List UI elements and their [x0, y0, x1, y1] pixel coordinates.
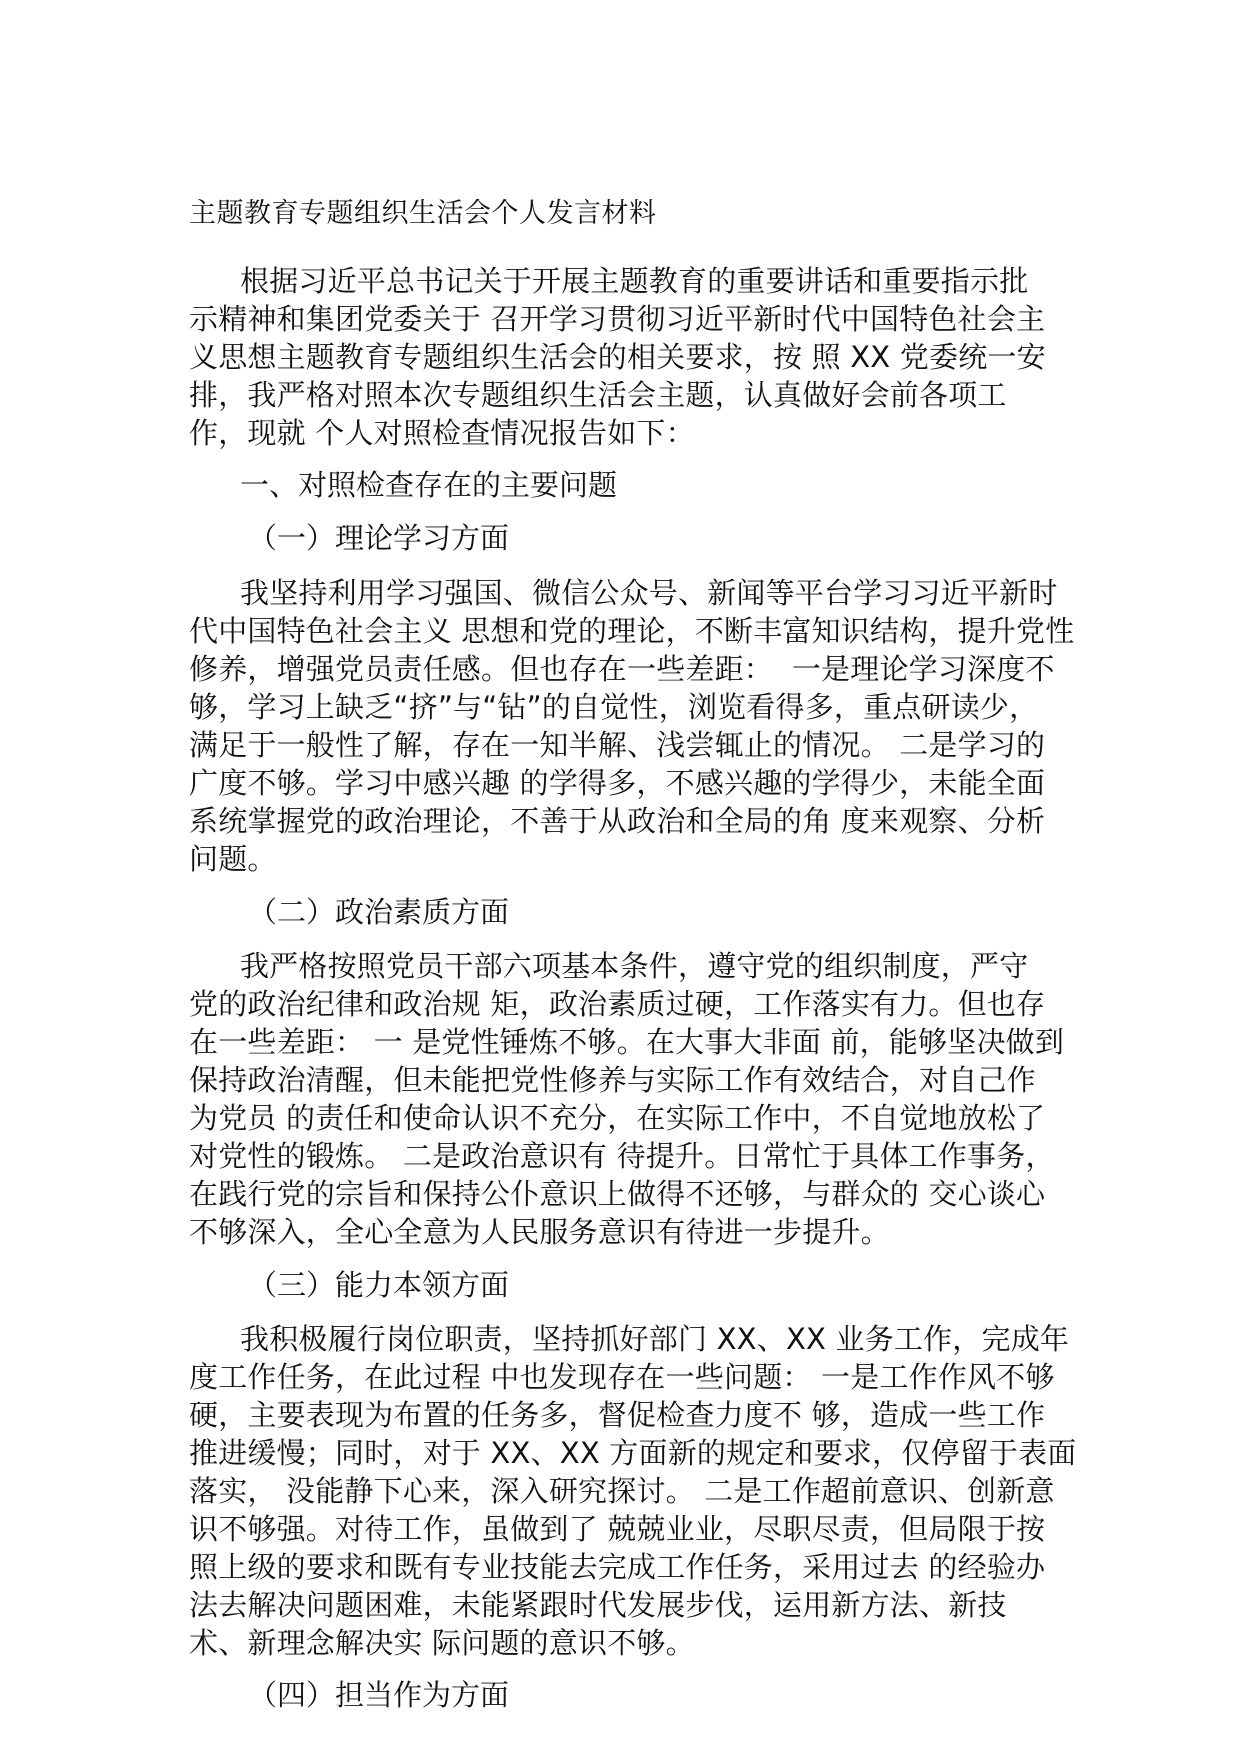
- paragraph-line: 不够深入，全心全意为人民服务意识有待进一步提升。: [189, 1215, 890, 1249]
- paragraph-line: 我坚持利用学习强国、微信公众号、新闻等平台学习习近平新时: [240, 576, 1058, 610]
- paragraph-line: 识不够强。对待工作，虽做到了 兢兢业业，尽职尽责，但局限于按: [189, 1512, 1046, 1546]
- paragraph-line: 够，学习上缺乏“挤”与“钻”的自觉性，浏览看得多，重点研读少，: [189, 690, 1039, 724]
- subsection-heading: （一）理论学习方面: [248, 521, 510, 555]
- paragraph-line: 在践行党的宗旨和保持公仆意识上做得不还够，与群众的 交心谈心: [189, 1177, 1046, 1211]
- paragraph-line: 度工作任务，在此过程 中也发现存在一些问题： 一是工作作风不够: [189, 1360, 1055, 1394]
- paragraph-line: 在一些差距： 一 是党性锤炼不够。在大事大非面 前，能够坚决做到: [189, 1025, 1065, 1059]
- section-heading: 一、对照检查存在的主要问题: [240, 468, 618, 502]
- paragraph-line: 对党性的锻炼。 二是政治意识有 待提升。日常忙于具体工作事务，: [189, 1139, 1055, 1173]
- intro-line: 根据习近平总书记关于开展主题教育的重要讲话和重要指示批: [240, 264, 1029, 298]
- paragraph-line: 问题。: [189, 842, 277, 876]
- paragraph-line: 为党员 的责任和使命认识不充分，在实际工作中，不自觉地放松了: [189, 1101, 1046, 1135]
- paragraph-line: 系统掌握党的政治理论，不善于从政治和全局的角 度来观察、分析: [189, 804, 1046, 838]
- paragraph-line: 硬，主要表现为布置的任务多，督促检查力度不 够，造成一些工作: [189, 1398, 1046, 1432]
- intro-line: 义思想主题教育专题组织生活会的相关要求，按 照 XX 党委统一安: [189, 340, 1046, 374]
- paragraph-line: 广度不够。学习中感兴趣 的学得多，不感兴趣的学得少，未能全面: [189, 766, 1046, 800]
- subsection-heading: （四）担当作为方面: [248, 1678, 510, 1712]
- paragraph-line: 法去解决问题困难，未能紧跟时代发展步伐，运用新方法、新技: [189, 1588, 1007, 1622]
- intro-line: 作，现就 个人对照检查情况报告如下：: [189, 416, 695, 450]
- subsection-heading: （二）政治素质方面: [248, 895, 510, 929]
- paragraph-line: 术、新理念解决实 际问题的意识不够。: [189, 1626, 695, 1660]
- paragraph-line: 代中国特色社会主义 思想和党的理论，不断丰富知识结构，提升党性: [189, 614, 1075, 648]
- paragraph-line: 保持政治清醒，但未能把党性修养与实际工作有效结合，对自己作: [189, 1063, 1036, 1097]
- paragraph-line: 满足于一般性了解，存在一知半解、浅尝辄止的情况。 二是学习的: [189, 728, 1046, 762]
- paragraph-line: 落实， 没能静下心来，深入研究探讨。 二是工作超前意识、创新意: [189, 1474, 1055, 1508]
- paragraph-line: 我严格按照党员干部六项基本条件，遵守党的组织制度，严守: [240, 949, 1029, 983]
- paragraph-line: 我积极履行岗位职责，坚持抓好部门 XX、XX 业务工作，完成年: [240, 1322, 1070, 1356]
- paragraph-line: 照上级的要求和既有专业技能去完成工作任务，采用过去 的经验办: [189, 1550, 1046, 1584]
- subsection-heading: （三）能力本领方面: [248, 1268, 510, 1302]
- paragraph-line: 修养，增强党员责任感。但也存在一些差距： 一是理论学习深度不: [189, 652, 1055, 686]
- intro-line: 示精神和集团党委关于 召开学习贯彻习近平新时代中国特色社会主: [189, 302, 1046, 336]
- document-title: 主题教育专题组织生活会个人发言材料: [189, 198, 657, 229]
- intro-line: 排，我严格对照本次专题组织生活会主题，认真做好会前各项工: [189, 378, 1007, 412]
- paragraph-line: 党的政治纪律和政治规 矩，政治素质过硬，工作落实有力。但也存: [189, 987, 1046, 1021]
- paragraph-line: 推进缓慢；同时，对于 XX、XX 方面新的规定和要求，仅停留于表面: [189, 1436, 1077, 1470]
